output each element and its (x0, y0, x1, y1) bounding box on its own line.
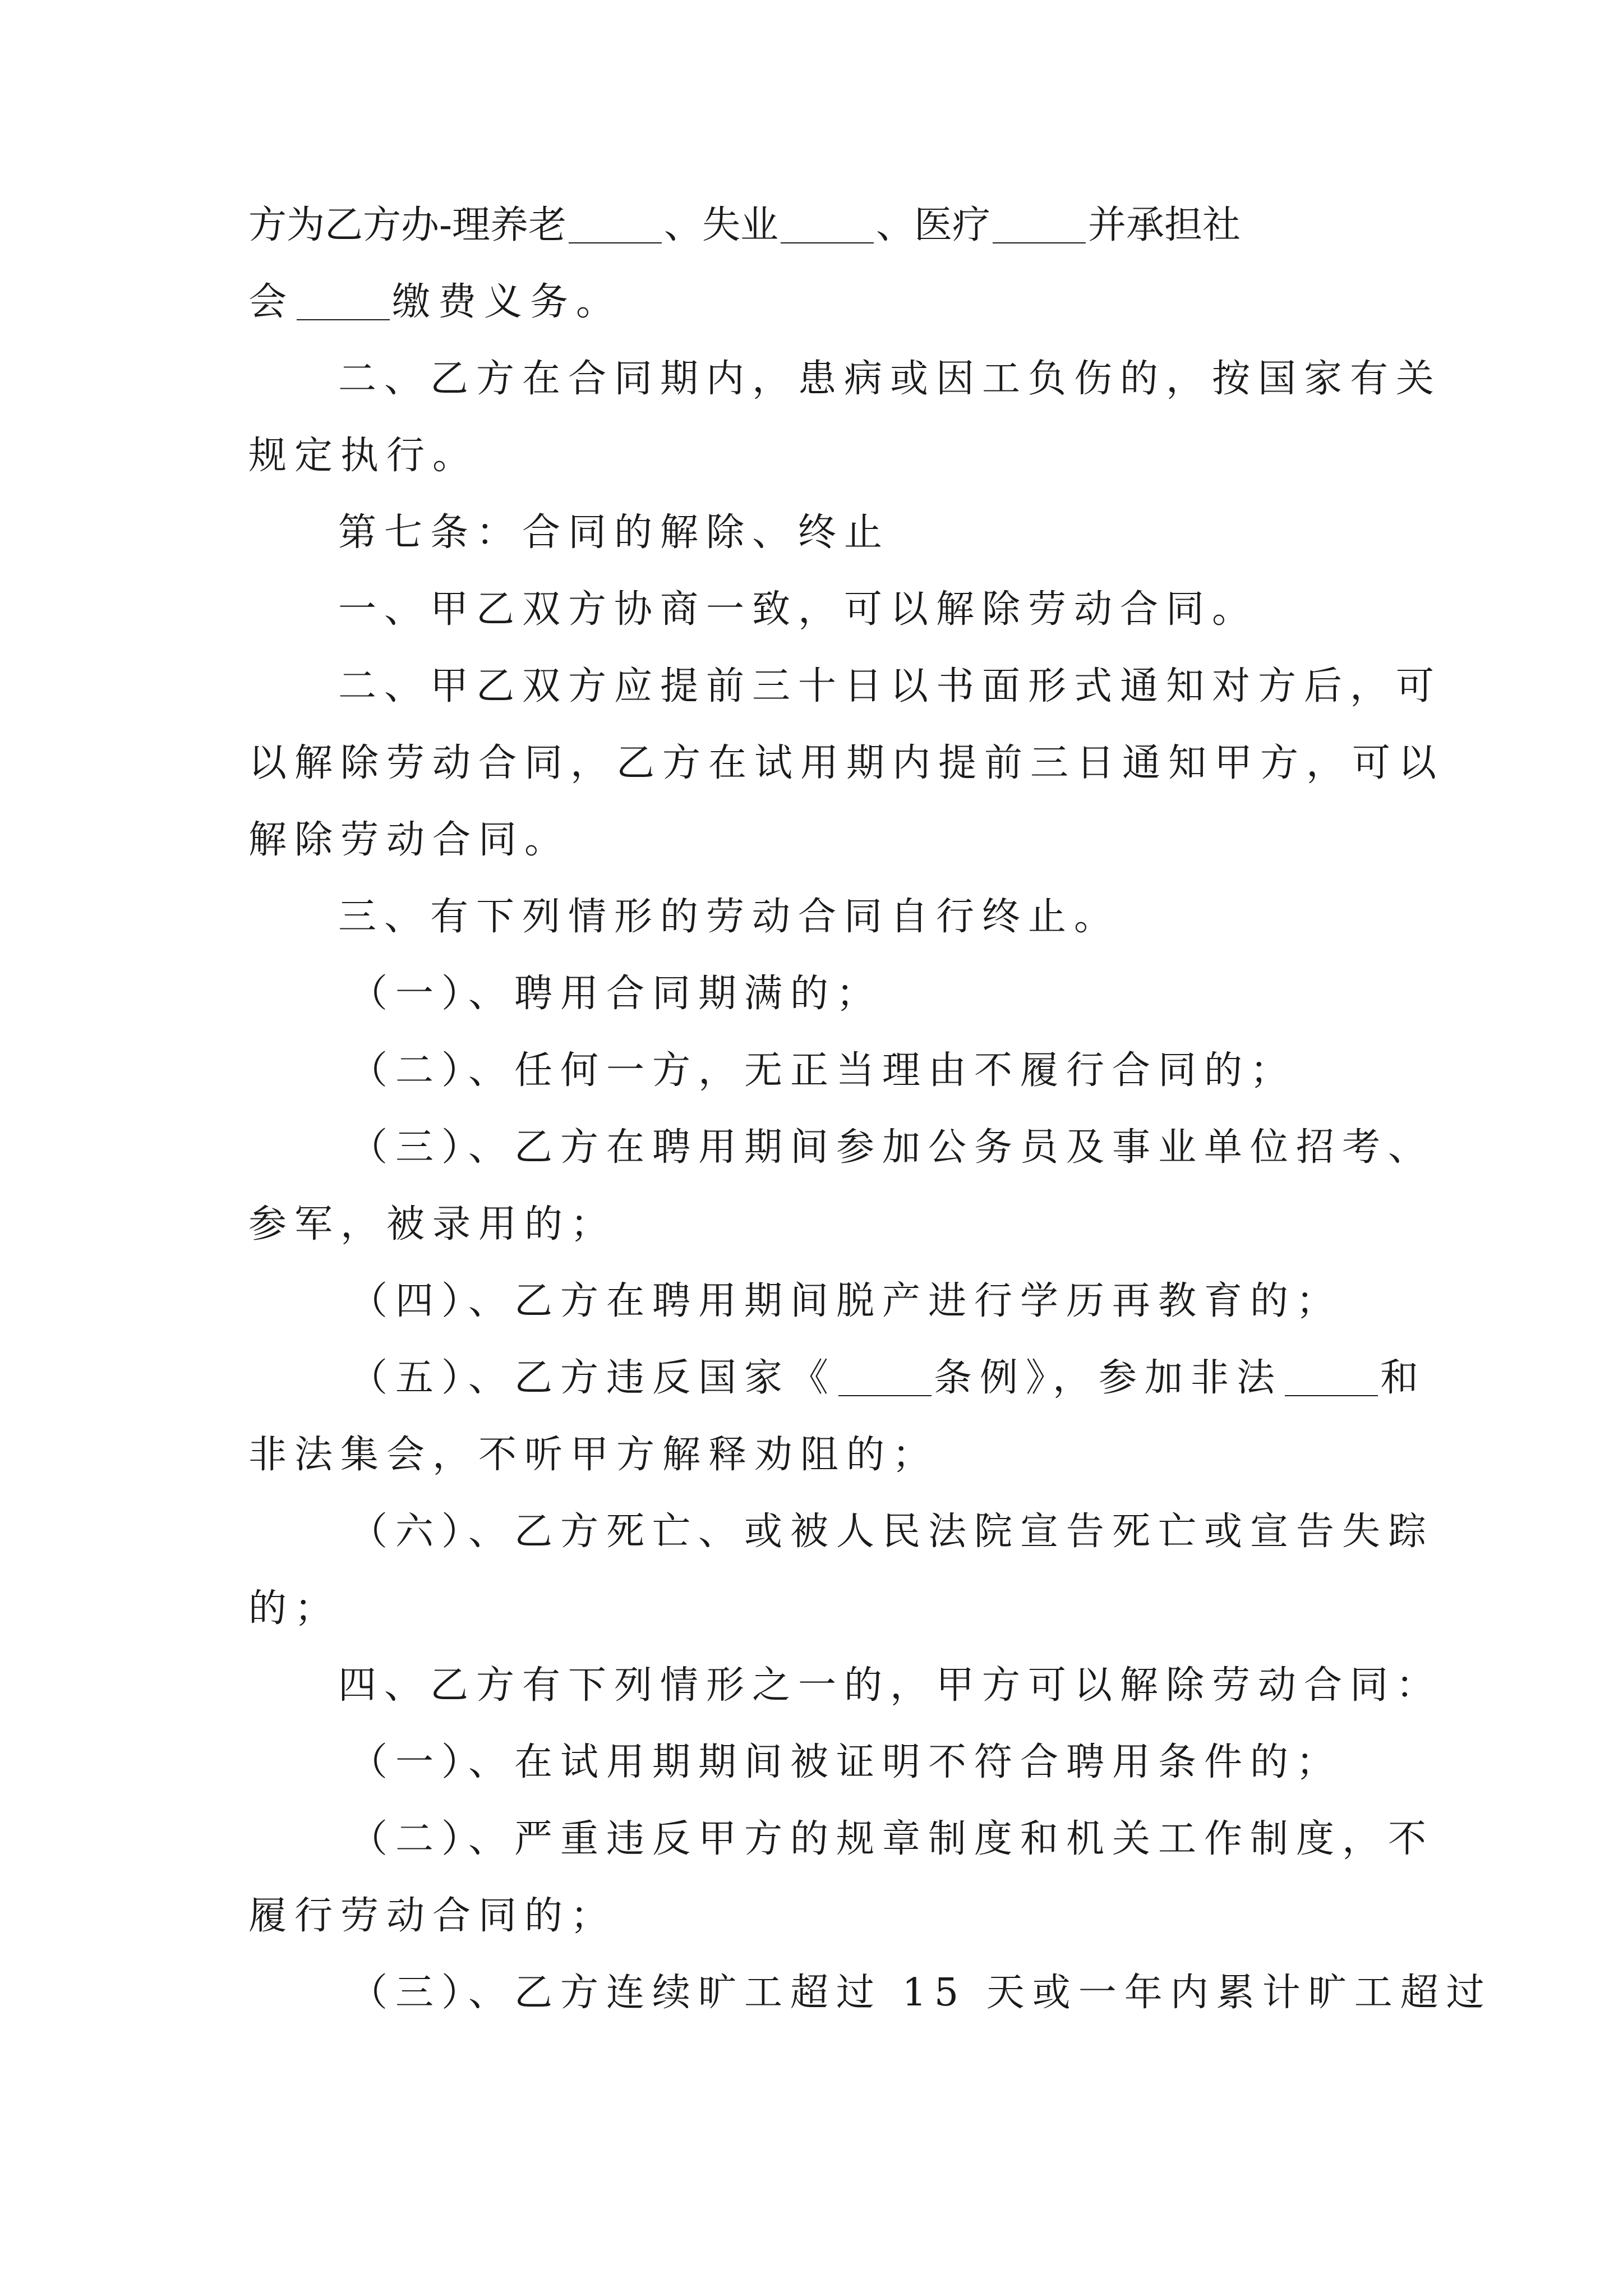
fill-blank (1285, 1395, 1378, 1396)
fill-blank (838, 1395, 932, 1396)
text-line-17: 非法集会，不听甲方解释劝阻的； (248, 1433, 939, 1477)
text-line-14: 参军，被录用的； (248, 1202, 617, 1246)
text-line-9: 解除劳动合同。 (248, 818, 571, 862)
text-line-24: （三）、乙方连续旷工超过 15 天或一年内累计旷工超过 (349, 1971, 1492, 2015)
text-segment: 会 (248, 280, 295, 324)
text-line-13: （三）、乙方在聘用期间参加公务员及事业单位招考、 (349, 1125, 1435, 1170)
fill-blank (993, 242, 1086, 243)
text-line-20: 四、乙方有下列情形之一的，甲方可以解除劳动合同： (338, 1663, 1442, 1708)
text-segment: 和 (1380, 1356, 1427, 1400)
text-line-6: 一、甲乙双方协商一致，可以解除劳动合同。 (338, 587, 1258, 632)
text-segment: 、医疗 (876, 203, 991, 247)
fill-blank (781, 242, 874, 243)
text-line-15: （四）、乙方在聘用期间脱产进行学历再教育的； (349, 1279, 1343, 1323)
article-heading: 第七条：合同的解除、终止 (338, 510, 891, 555)
fill-blank (569, 242, 662, 243)
text-line-1 (248, 203, 1376, 247)
text-line-10: 三、有下列情形的劳动合同自行终止。 (338, 895, 1121, 939)
text-segment: 条例》，参加非法 (934, 1356, 1283, 1400)
text-line-23: 履行劳动合同的； (248, 1894, 617, 1938)
text-line-11: （一）、聘用合同期满的； (349, 972, 883, 1016)
text-segment: 并承担社 (1088, 203, 1241, 247)
text-segment: 、失业 (663, 203, 778, 247)
text-segment: （五）、乙方违反国家《 (349, 1356, 837, 1400)
fill-blank (297, 319, 390, 320)
text-line-8: 以解除劳动合同，乙方在试用期内提前三日通知甲方，可以 (248, 741, 1445, 785)
text-segment: 缴费义务。 (392, 280, 623, 324)
text-line-7: 二、甲乙双方应提前三十日以书面形式通知对方后，可 (338, 664, 1442, 708)
text-line-16 (248, 1356, 1427, 1400)
text-line-22: （二）、严重违反甲方的规章制度和机关工作制度，不 (349, 1817, 1435, 1861)
text-line-2 (248, 280, 1376, 324)
text-line-4: 规定执行。 (248, 434, 479, 478)
text-line-19: 的； (248, 1586, 341, 1631)
text-line-12: （二）、任何一方，无正当理由不履行合同的； (349, 1048, 1297, 1093)
text-segment: 方为乙方办-理养老 (248, 203, 566, 247)
document-body (248, 203, 1492, 2015)
text-line-21: （一）、在试用期期间被证明不符合聘用条件的； (349, 1740, 1343, 1784)
text-line-3: 二、乙方在合同期内，患病或因工负伤的，按国家有关 (338, 357, 1442, 401)
text-line-18: （六）、乙方死亡、或被人民法院宣告死亡或宣告失踪 (349, 1510, 1435, 1554)
